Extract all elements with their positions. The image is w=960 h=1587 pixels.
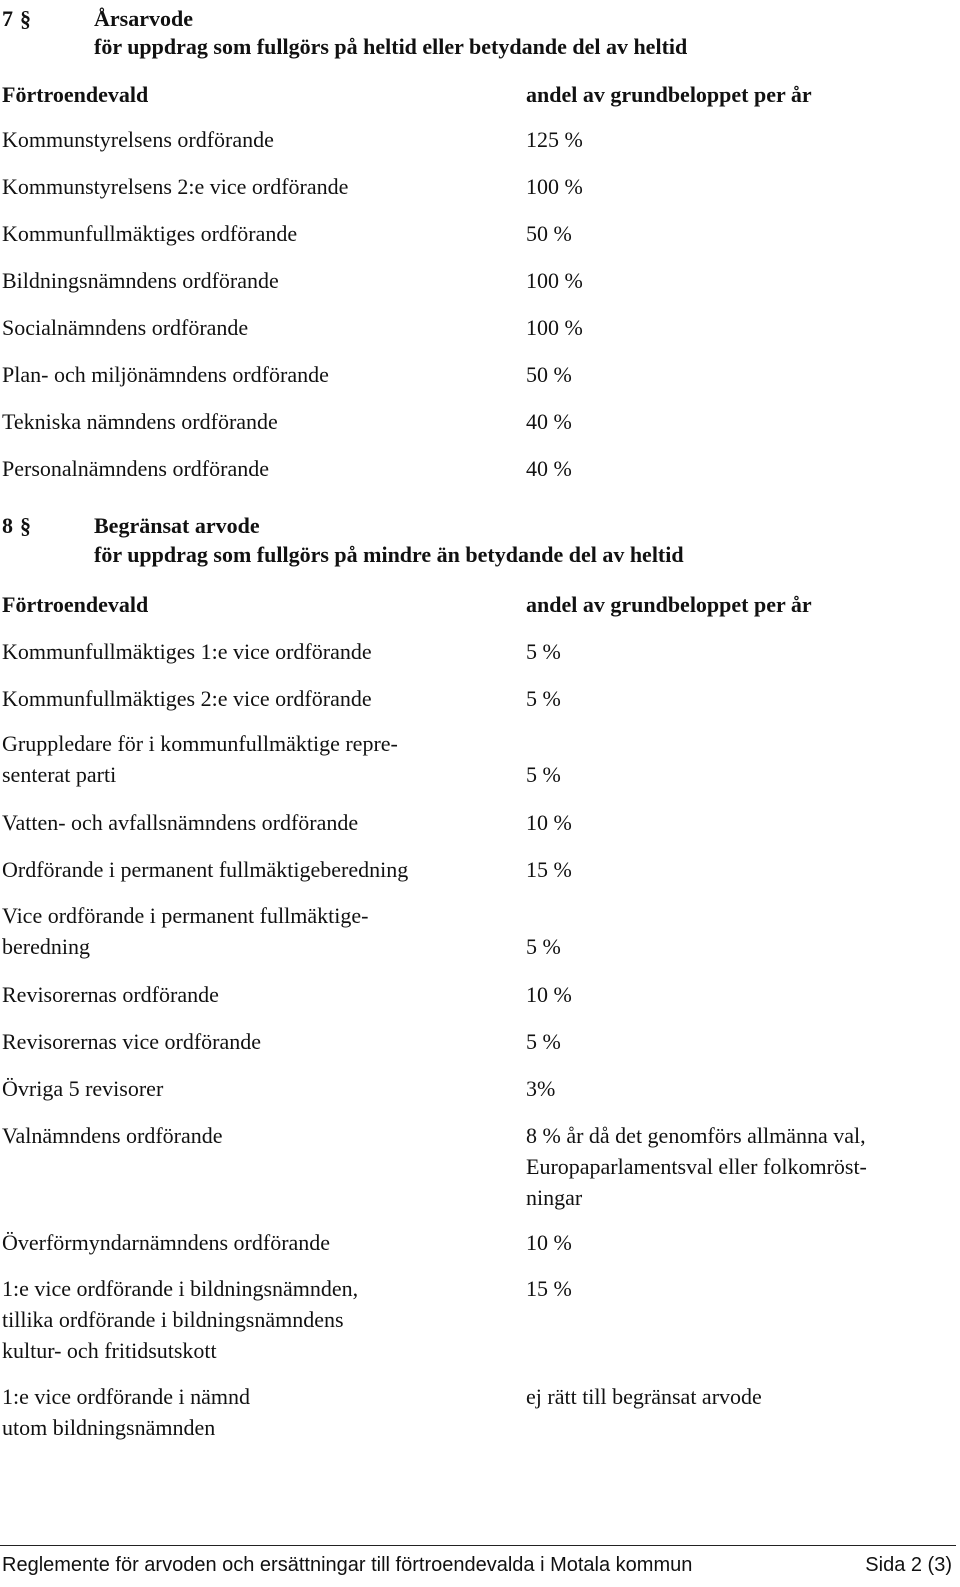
footer-page-number: Sida 2 (3) (865, 1554, 952, 1576)
table-row-value: 5 % (526, 1029, 561, 1054)
table-row-label: Ordförande i permanent fullmäktigeberedning (2, 857, 409, 882)
table-row-value: 5 % (526, 686, 561, 711)
table-row-value: 10 % (526, 810, 572, 835)
section-7-title: Årsarvode (94, 6, 193, 31)
section-7-subtitle: för uppdrag som fullgörs på heltid eller betydande del av heltid (94, 34, 688, 59)
table-row-value: 10 % (526, 1230, 572, 1255)
section-7-number: 7 (2, 6, 13, 31)
table-row-value: 15 % (526, 857, 572, 882)
table-row-label: Kommunfullmäktiges 1:e vice ordförande (2, 639, 372, 664)
section-8-header-label: Förtroendevald (2, 592, 149, 617)
table-row-value: 10 % (526, 982, 572, 1007)
table-row-label: Plan- och miljönämndens ordförande (2, 362, 329, 387)
table-row-value: 125 % (526, 127, 583, 152)
table-row-label: Revisorernas ordförande (2, 982, 219, 1007)
page-footer (0, 1545, 960, 1585)
table-row-label: senterat parti (2, 762, 117, 787)
table-row-value: Europaparlamentsval eller folkomröst- (526, 1154, 867, 1179)
section-7-header-value: andel av grundbeloppet per år (526, 82, 812, 107)
table-row-value: 100 % (526, 315, 583, 340)
table-row-label: Övriga 5 revisorer (2, 1076, 164, 1101)
section-8-subtitle: för uppdrag som fullgörs på mindre än betydande del av heltid (94, 542, 684, 567)
table-row-value: 100 % (526, 268, 583, 293)
table-row-label: 1:e vice ordförande i bildningsnämnden, (2, 1276, 359, 1301)
table-row-value: 50 % (526, 362, 572, 387)
table-row-value: 15 % (526, 1276, 572, 1301)
table-row-label: Bildningsnämndens ordförande (2, 268, 279, 293)
table-row-value: 100 % (526, 174, 583, 199)
table-row-label: Gruppledare för i kommunfullmäktige repre- (2, 731, 398, 756)
table-row-label: Kommunstyrelsens ordförande (2, 127, 274, 152)
table-row-label: Kommunstyrelsens 2:e vice ordförande (2, 174, 349, 199)
table-row-label: Vatten- och avfallsnämndens ordförande (2, 810, 359, 835)
table-row-value: ej rätt till begränsat arvode (526, 1384, 762, 1409)
section-7-paragraph-symbol: § (20, 6, 31, 31)
section-8-title: Begränsat arvode (94, 513, 260, 538)
table-row-value: 5 % (526, 762, 561, 787)
section-8-paragraph-symbol: § (20, 513, 31, 538)
table-row-value: 3% (526, 1076, 556, 1101)
table-row-label: Vice ordförande i permanent fullmäktige- (2, 903, 369, 928)
table-row-label: Överförmyndarnämndens ordförande (2, 1230, 331, 1255)
table-row-value: 5 % (526, 639, 561, 664)
table-row-value: 50 % (526, 221, 572, 246)
table-row-value: 8 % år då det genomförs allmänna val, (526, 1123, 866, 1148)
table-row-value: 5 % (526, 934, 561, 959)
table-row-label: tillika ordförande i bildningsnämndens (2, 1307, 344, 1332)
table-row-label: Tekniska nämndens ordförande (2, 409, 278, 434)
table-row-label: utom bildningsnämnden (2, 1415, 216, 1440)
table-row-label: Kommunfullmäktiges ordförande (2, 221, 298, 246)
table-row-value: 40 % (526, 409, 572, 434)
section-7-header-label: Förtroendevald (2, 82, 149, 107)
footer-divider (0, 1545, 956, 1546)
section-8-number: 8 (2, 513, 13, 538)
table-row-label: Socialnämndens ordförande (2, 315, 249, 340)
table-row-value: 40 % (526, 456, 572, 481)
table-row-label: 1:e vice ordförande i nämnd (2, 1384, 251, 1409)
table-row-label: Valnämndens ordförande (2, 1123, 223, 1148)
section-8-header-value: andel av grundbeloppet per år (526, 592, 812, 617)
table-row-label: kultur- och fritidsutskott (2, 1338, 217, 1363)
table-row-label: beredning (2, 934, 90, 959)
table-row-label: Personalnämndens ordförande (2, 456, 269, 481)
footer-document-title: Reglemente för arvoden och ersättningar till förtroendevalda i Motala kommun (2, 1554, 693, 1576)
table-row-label: Revisorernas vice ordförande (2, 1029, 262, 1054)
table-row-label: Kommunfullmäktiges 2:e vice ordförande (2, 686, 372, 711)
table-row-value: ningar (526, 1185, 583, 1210)
